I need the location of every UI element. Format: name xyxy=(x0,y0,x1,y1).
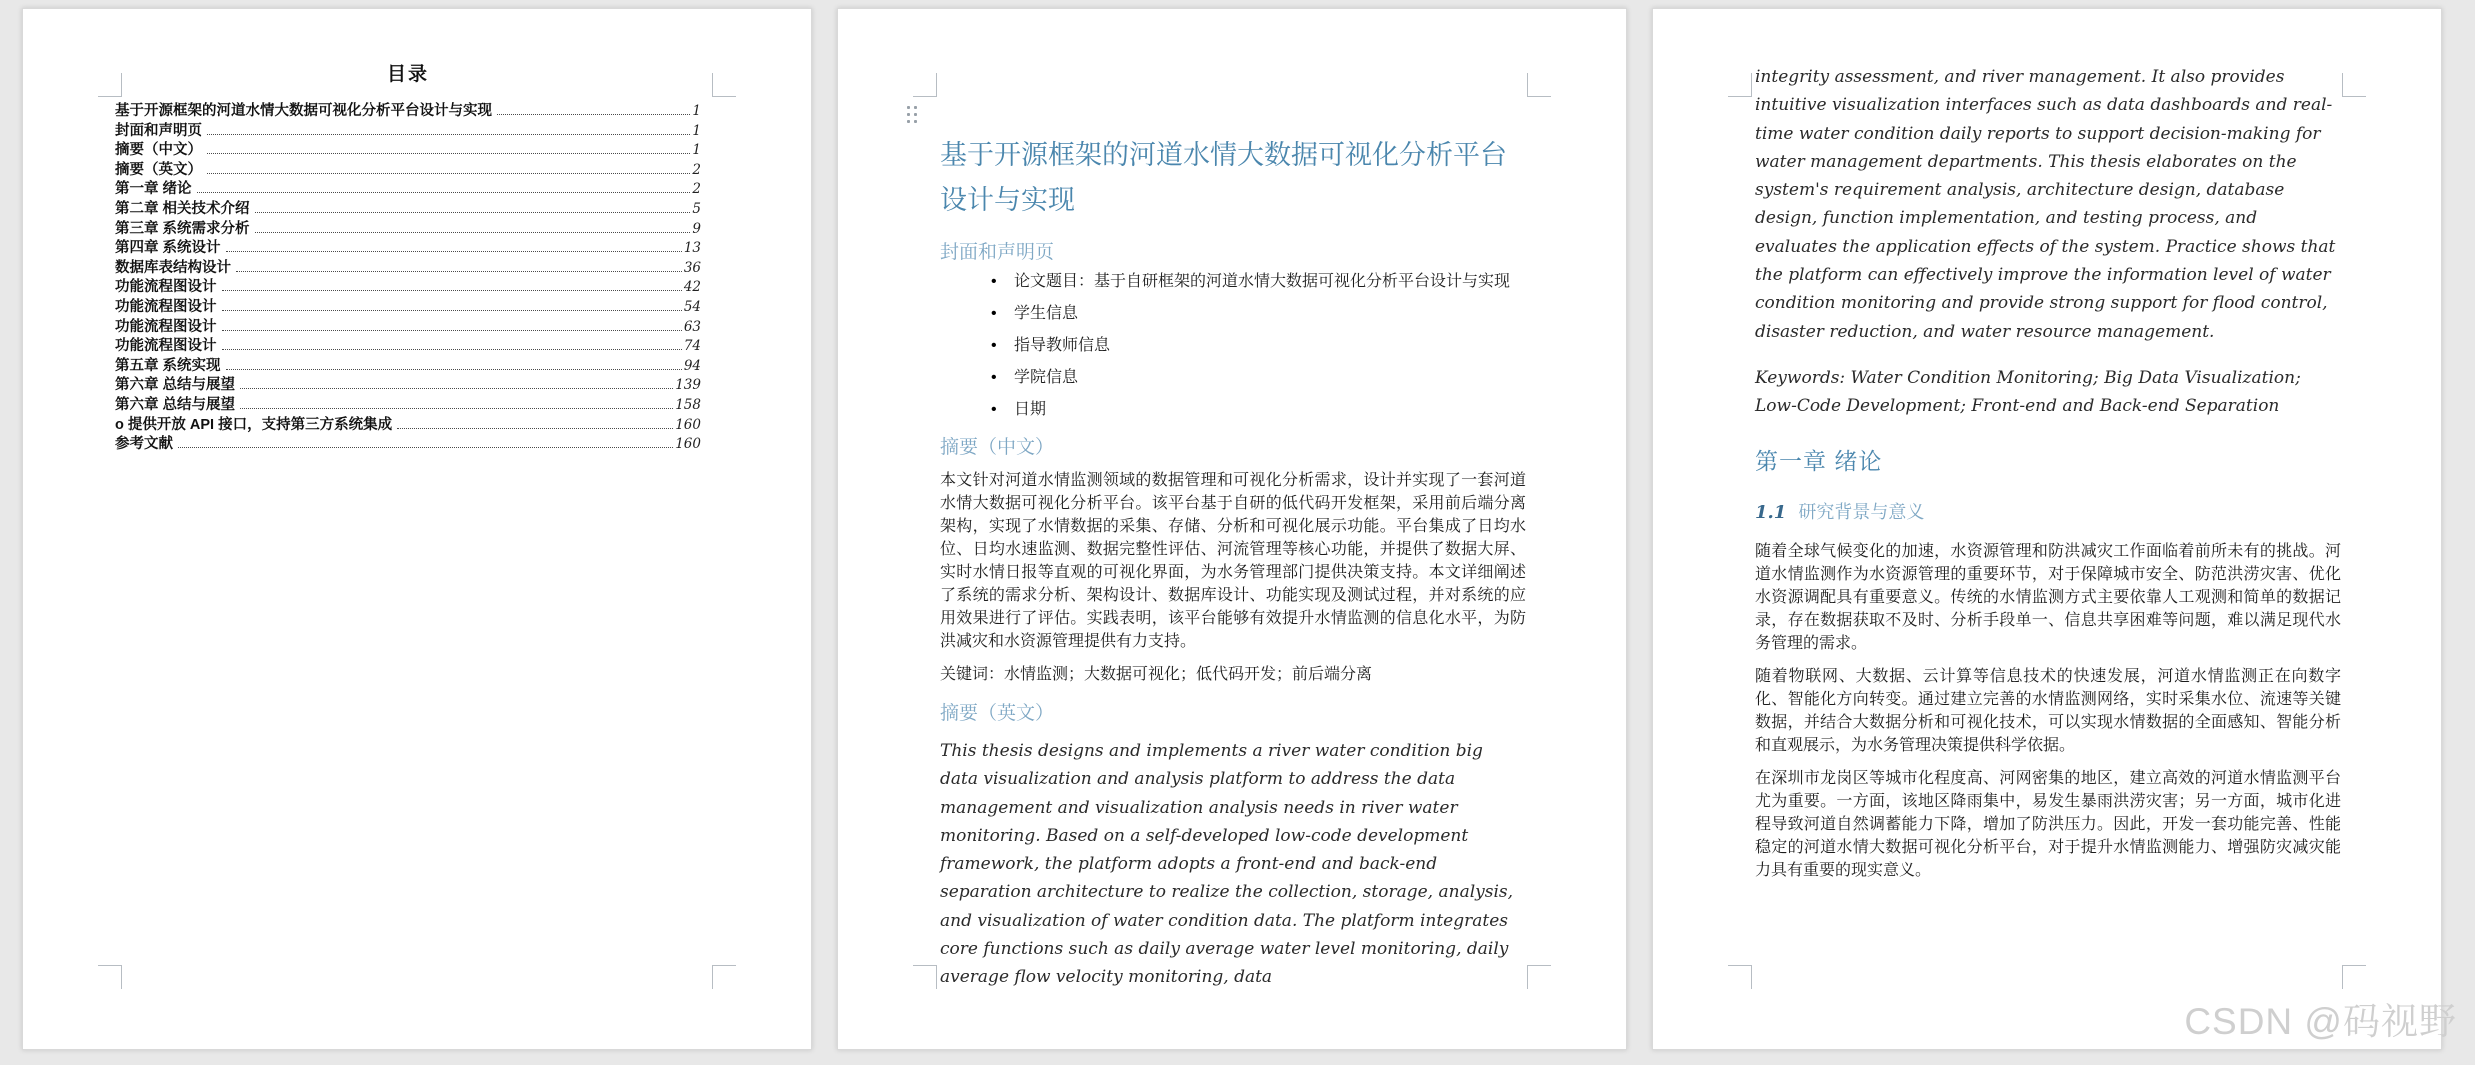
toc-entry-label: 第六章 总结与展望 xyxy=(115,377,236,394)
toc-entry-page-number: 2 xyxy=(692,161,701,178)
toc-entry-page-number: 94 xyxy=(683,357,701,374)
keywords-en: Keywords: Water Condition Monitoring; Big Data Visualization; Low-Code Development; Front-end and Back-end Separation xyxy=(1755,367,2301,417)
toc-dot-leader xyxy=(222,330,682,331)
toc-entry-page-number: 1 xyxy=(692,103,701,119)
abstract-en-heading: 摘要（英文） xyxy=(940,703,1055,724)
toc-entry[interactable] xyxy=(115,275,701,295)
toc-dot-leader xyxy=(207,134,690,135)
abstract-cn-heading: 摘要（中文） xyxy=(940,437,1055,458)
toc-entry-label: 摘要（英文） xyxy=(115,161,202,178)
toc-dot-leader xyxy=(222,310,682,311)
cover-bullet-item: • 日期 xyxy=(940,400,1526,420)
margin-corner-mark xyxy=(98,965,122,989)
toc-entry[interactable] xyxy=(115,334,701,354)
abstract-en-paragraph-part1: This thesis designs and implements a river water condition big data visualization and analysis platform to address the data management and visualization analysis needs in river water monitoring. Based on a self-developed low-code development framework, the platform adopts a front-end and back-end separation architecture to realize the collection, storage, analysis, and visualization of water condition data. The platform integrates core functions such as daily average water level monitoring, daily average flow velocity monitoring, data xyxy=(940,741,1514,988)
toc-entry[interactable] xyxy=(115,393,701,413)
document-page-title-abstract xyxy=(837,8,1627,1050)
cover-bullet-item: • 论文题目：基于自研框架的河道水情大数据可视化分析平台设计与实现 xyxy=(940,272,1526,292)
toc-dot-leader xyxy=(497,114,690,115)
margin-corner-mark xyxy=(913,73,937,97)
block-drag-handle-icon[interactable] xyxy=(907,106,917,123)
margin-corner-mark xyxy=(1728,965,1752,989)
toc-entry[interactable] xyxy=(115,158,701,178)
chapter-body xyxy=(1755,540,2341,882)
toc-entry-label: 第五章 系统实现 xyxy=(115,357,221,374)
toc-entry-page-number: 9 xyxy=(692,220,701,237)
toc-entry-page-number: 5 xyxy=(692,200,701,217)
toc-entry[interactable] xyxy=(115,295,701,315)
toc-entry-label: 功能流程图设计 xyxy=(115,338,217,355)
toc-dot-leader xyxy=(207,173,690,174)
body-paragraph: 在深圳市龙岗区等城市化程度高、河网密集的地区，建立高效的河道水情监测平台尤为重要。一方面，该地区降雨集中，易发生暴雨洪涝灾害；另一方面，城市化进程导致河道自然调蓄能力下降，增加了防洪压力。因此，开发一套功能完善、性能稳定的河道水情大数据可视化分析平台，对于提升水情监测能力、增强防灾减灾能力具有重要的现实意义。 xyxy=(1755,769,2341,879)
toc-entry[interactable] xyxy=(115,373,701,393)
margin-corner-mark xyxy=(1527,73,1551,97)
toc-entry-page-number: 158 xyxy=(675,396,701,413)
margin-corner-mark xyxy=(2342,73,2366,97)
cover-heading: 封面和声明页 xyxy=(940,242,1055,263)
toc-entry-page-number: 160 xyxy=(675,416,701,433)
toc-entry-label: o 提供开放 API 接口，支持第三方系统集成 xyxy=(115,416,393,433)
toc-entry-page-number: 54 xyxy=(683,298,701,315)
margin-corner-mark xyxy=(1728,73,1752,97)
section-number: 1.1 xyxy=(1755,501,1787,523)
toc-entry-label: 第六章 总结与展望 xyxy=(115,396,236,413)
toc-entry-label: 基于开源框架的河道水情大数据可视化分析平台设计与实现 xyxy=(115,103,492,119)
toc-entry-label: 第二章 相关技术介绍 xyxy=(115,200,250,217)
toc-title: 目录 xyxy=(386,64,429,85)
toc-dot-leader xyxy=(255,232,691,233)
body-paragraph: 随着全球气候变化的加速，水资源管理和防洪减灾工作面临着前所未有的挑战。河道水情监测作为水资源管理的重要环节，对于保障城市安全、防范洪涝灾害、优化水资源调配具有重要意义。传统的水情监测方式主要依靠人工观测和简单的数据记录，存在数据获取不及时、分析手段单一、信息共享困难等问题，难以满足现代水务管理的需求。 xyxy=(1755,542,2341,652)
abstract-en-paragraph-part2: integrity assessment, and river management. It also provides intuitive visualization interfaces such as data dashboards and real-time water condition daily reports to support decision-making for water management departments. This thesis elaborates on the system's requirement analysis, architecture design, database design, function implementation, and testing process, and evaluates the application effects of the system. Practice shows that the platform can effectively improve the information level of water condition monitoring and provide strong support for flood control, disaster reduction, and water resource management. xyxy=(1755,67,2336,342)
toc-entry[interactable] xyxy=(115,99,701,119)
toc-entry-page-number: 1 xyxy=(692,142,701,159)
toc-entry-label: 摘要（中文） xyxy=(115,142,202,159)
toc-entry[interactable] xyxy=(115,236,701,256)
toc-entry-label: 第三章 系统需求分析 xyxy=(115,220,250,237)
toc-entry[interactable] xyxy=(115,315,701,335)
toc-dot-leader xyxy=(226,369,682,370)
toc-entry-page-number: 42 xyxy=(683,279,701,296)
document-title: 基于开源框架的河道水情大数据可视化分析平台设计与实现 xyxy=(940,140,1507,215)
toc-dot-leader xyxy=(226,251,682,252)
chapter-heading: 第一章 绪论 xyxy=(1755,447,1883,474)
toc-entry-label: 功能流程图设计 xyxy=(115,298,217,315)
toc-dot-leader xyxy=(240,388,673,389)
page2-content xyxy=(838,133,1626,992)
toc-entry-label: 第一章 绪论 xyxy=(115,181,192,198)
body-paragraph: 随着物联网、大数据、云计算等信息技术的快速发展，河道水情监测正在向数字化、智能化方向转变。通过建立完善的水情监测网络，实时采集水位、流速等关键数据，并结合大数据分析和可视化技术，可以实现水情数据的全面感知、智能分析和直观展示，为水务管理决策提供科学依据。 xyxy=(1755,667,2341,754)
toc-entry-label: 功能流程图设计 xyxy=(115,318,217,335)
section-title: 研究背景与意义 xyxy=(1798,501,1925,522)
cover-bullet-item: • 学生信息 xyxy=(940,304,1526,324)
toc-entry-page-number: 63 xyxy=(683,318,701,335)
toc-entry[interactable] xyxy=(115,138,701,158)
abstract-cn-paragraph: 本文针对河道水情监测领域的数据管理和可视化分析需求，设计并实现了一套河道水情大数据可视化分析平台。该平台基于自研的低代码开发框架，采用前后端分离架构，实现了水情数据的采集、存储、分析和可视化展示功能。平台集成了日均水位、日均水速监测、数据完整性评估、河流管理等核心功能，并提供了数据大屏、实时水情日报等直观的可视化界面，为水务管理部门提供决策支持。本文详细阐述了系统的需求分析、架构设计、数据库设计、功能实现及测试过程，并对系统的应用效果进行了评估。实践表明，该平台能够有效提升水情监测的信息化水平，为防洪减灾和水资源管理提供有力支持。 xyxy=(940,472,1526,650)
toc-entry-page-number: 139 xyxy=(675,377,701,394)
toc-entry[interactable] xyxy=(115,413,701,433)
toc-entry[interactable] xyxy=(115,432,701,452)
toc-entry[interactable] xyxy=(115,354,701,374)
toc-container xyxy=(23,9,811,452)
cover-bullet-item: • 学院信息 xyxy=(940,368,1526,388)
section-heading xyxy=(1755,498,2341,524)
toc-dot-leader xyxy=(236,271,682,272)
toc-dot-leader xyxy=(222,349,682,350)
toc-entry-page-number: 1 xyxy=(692,122,701,139)
margin-corner-mark xyxy=(712,73,736,97)
toc-entry-page-number: 160 xyxy=(675,436,701,453)
toc-dot-leader xyxy=(240,408,673,409)
cover-bullet-item: • 指导教师信息 xyxy=(940,336,1526,356)
toc-entry-label: 参考文献 xyxy=(115,436,173,453)
csdn-watermark: CSDN @码视野 xyxy=(2184,1001,2457,1042)
toc-dot-leader xyxy=(197,192,691,193)
toc-entry[interactable] xyxy=(115,177,701,197)
document-page-toc xyxy=(22,8,812,1050)
toc-entry-page-number: 36 xyxy=(683,259,701,276)
toc-entry[interactable] xyxy=(115,197,701,217)
toc-entry[interactable] xyxy=(115,119,701,139)
toc-entry-label: 第四章 系统设计 xyxy=(115,240,221,257)
keywords-cn: 关键词：水情监测；大数据可视化；低代码开发；前后端分离 xyxy=(940,666,1373,683)
toc-dot-leader xyxy=(222,290,682,291)
toc-entry-page-number: 2 xyxy=(692,181,701,198)
toc-list xyxy=(115,99,701,452)
toc-entry-page-number: 74 xyxy=(683,338,701,355)
toc-dot-leader xyxy=(207,153,690,154)
toc-entry-page-number: 13 xyxy=(683,240,701,257)
toc-dot-leader xyxy=(255,212,691,213)
margin-corner-mark xyxy=(913,965,937,989)
document-page-chapter1 xyxy=(1652,8,2442,1050)
margin-corner-mark xyxy=(98,73,122,97)
toc-entry[interactable] xyxy=(115,256,701,276)
margin-corner-mark xyxy=(712,965,736,989)
toc-dot-leader xyxy=(397,428,673,429)
page3-content xyxy=(1653,9,2441,882)
margin-corner-mark xyxy=(1527,965,1551,989)
toc-entry[interactable] xyxy=(115,217,701,237)
margin-corner-mark xyxy=(2342,965,2366,989)
cover-bullet-list xyxy=(940,272,1526,420)
toc-entry-label: 功能流程图设计 xyxy=(115,279,217,296)
toc-entry-label: 数据库表结构设计 xyxy=(115,259,231,276)
toc-dot-leader xyxy=(178,447,673,448)
toc-entry-label: 封面和声明页 xyxy=(115,122,202,139)
